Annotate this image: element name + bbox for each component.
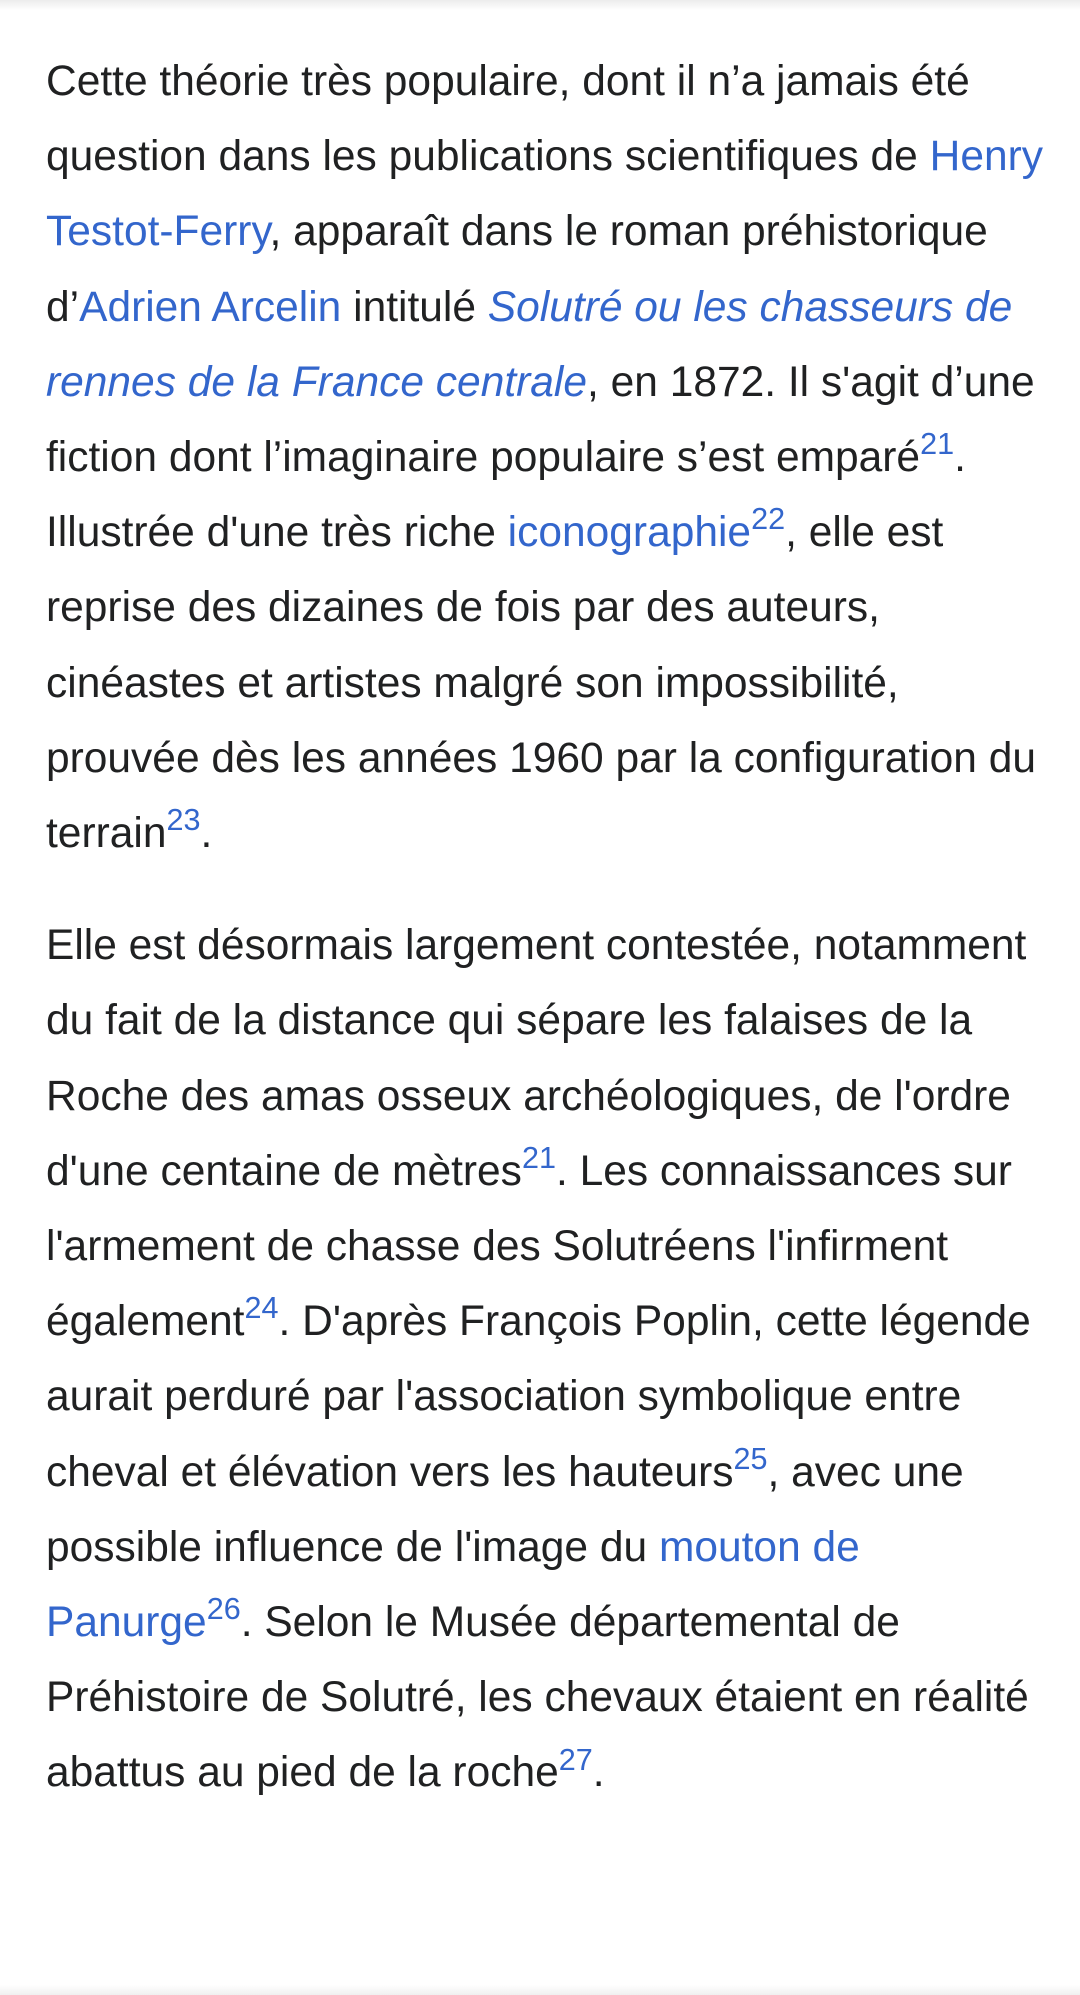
- reference-25-link[interactable]: 25: [733, 1441, 768, 1476]
- paragraph-text: .: [200, 810, 213, 858]
- paragraph-text: .: [592, 1749, 605, 1797]
- link-adrien-arcelin[interactable]: Adrien Arcelin: [79, 283, 342, 331]
- reference-26-link[interactable]: 26: [206, 1592, 241, 1627]
- paragraph-text: . Les connaissances sur l'armement de chasse des Solutréens l'infirment également: [46, 1147, 1012, 1346]
- article-content: [46, 44, 1046, 1811]
- reference-22[interactable]: [751, 502, 785, 536]
- paragraph-text: , en 1872. Il s'agit d’une fiction dont l’imaginaire populaire s’est emparé: [46, 358, 1035, 482]
- paragraph-legend-contested: [46, 908, 1046, 1810]
- paragraph-text: , elle est reprise des dizaines de fois par des auteurs, cinéastes et artistes malgré son impossibilité, prouvée dès les années 1960 par la configuration du terrain: [46, 509, 1037, 858]
- reference-24[interactable]: [244, 1291, 278, 1325]
- link-iconographie[interactable]: iconographie: [507, 509, 752, 557]
- paragraph-text: intitulé: [341, 283, 488, 331]
- reference-21-link[interactable]: 21: [920, 427, 955, 462]
- reference-23[interactable]: [166, 803, 200, 837]
- top-edge-shadow: [0, 0, 1080, 10]
- paragraph-text: Cette théorie très populaire, dont il n’a jamais été question dans les publications scientifiques de: [46, 58, 970, 181]
- reference-22-link[interactable]: 22: [751, 502, 786, 537]
- paragraph-legend-origin: [46, 44, 1046, 871]
- reference-21-link[interactable]: 21: [521, 1141, 556, 1176]
- reference-26[interactable]: [207, 1592, 241, 1626]
- paragraph-text: . Selon le Musée départemental de Préhistoire de Solutré, les chevaux étaient en réalité abattus au pied de la roche: [46, 1599, 1029, 1797]
- bottom-edge-shadow: [0, 1985, 1080, 1995]
- reference-27-link[interactable]: 27: [558, 1742, 593, 1777]
- reference-25[interactable]: [733, 1442, 767, 1476]
- link-mouton-de-panurge[interactable]: mouton de Panurge: [46, 1523, 860, 1647]
- link-henry-testot-ferry[interactable]: Henry Testot-Ferry: [46, 133, 1043, 256]
- reference-21[interactable]: [920, 427, 954, 461]
- link-solutre-novel[interactable]: Solutré ou les chasseurs de rennes de la France centrale: [46, 283, 1013, 406]
- reference-24-link[interactable]: 24: [244, 1291, 279, 1326]
- paragraph-text: Elle est désormais largement contestée, notamment du fait de la distance qui sépare les falaises de la Roche des amas osseux archéologiques, de l'ordre d'une centaine de mètres: [46, 922, 1027, 1195]
- paragraph-text: . Illustrée d'une très riche: [46, 434, 966, 557]
- paragraph-text: , avec une possible influence de l'image du: [46, 1448, 964, 1571]
- paragraph-text: , apparaît dans le roman préhistorique d’: [46, 208, 988, 331]
- reference-23-link[interactable]: 23: [166, 803, 201, 838]
- reference-27[interactable]: [559, 1743, 593, 1777]
- paragraph-text: . D'après François Poplin, cette légende aurait perduré par l'association symbolique entre cheval et élévation vers les hauteurs: [46, 1298, 1031, 1496]
- reference-21-second[interactable]: [522, 1141, 556, 1175]
